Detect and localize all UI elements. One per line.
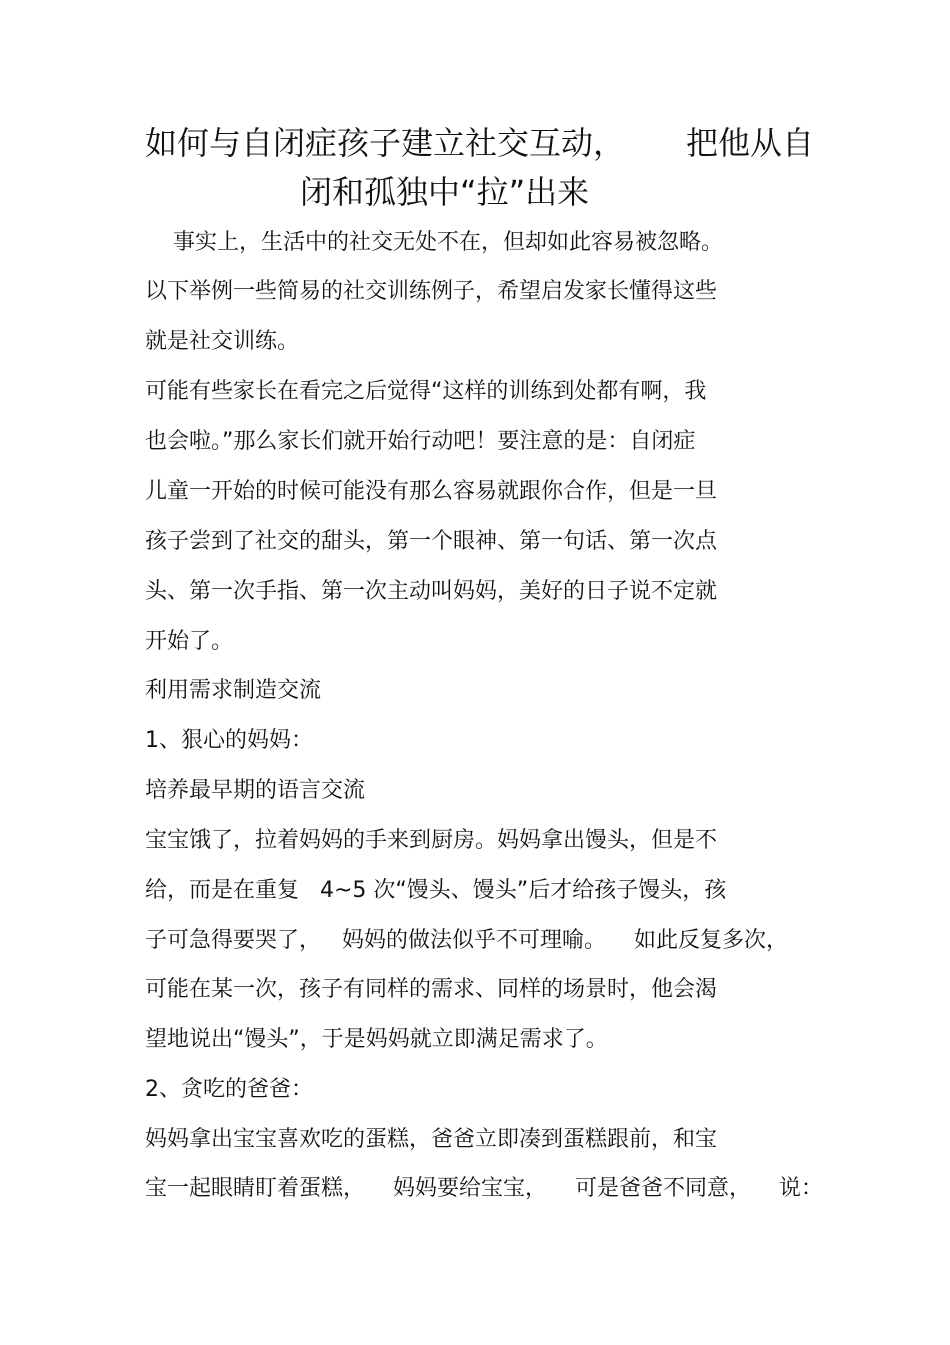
body-line: 儿童一开始的时候可能没有那么容易就跟你合作，但是一旦	[145, 479, 718, 504]
body-line: 望地说出“馒头”，于是妈妈就立即满足需求了。	[145, 1027, 608, 1052]
subsection-heading: 2、贪吃的爸爸：	[145, 1077, 313, 1102]
body-line: 孩子尝到了社交的甜头，第一个眼神、第一句话、第一次点	[145, 529, 718, 554]
section-heading: 利用需求制造交流	[145, 678, 322, 703]
body-line: 头、第一次手指、第一次主动叫妈妈，美好的日子说不定就	[145, 579, 718, 604]
body-line: 妈妈拿出宝宝喜欢吃的蛋糕，爸爸立即凑到蛋糕跟前，和宝	[145, 1127, 718, 1152]
body-line: 事实上，生活中的社交无处不在，但却如此容易被忽略。	[145, 230, 723, 255]
body-line: 子可急得要哭了， 妈妈的做法似乎不可理喻。 如此反复多次，	[145, 928, 788, 953]
body-line: 培养最早期的语言交流	[145, 778, 366, 803]
body-line: 宝一起眼睛盯着蛋糕， 妈妈要给宝宝， 可是爸爸不同意， 说：	[145, 1176, 823, 1201]
body-line: 可能有些家长在看完之后觉得“这样的训练到处都有啊，我	[145, 379, 707, 404]
body-line: 也会啦。”那么家长们就开始行动吧！要注意的是：自闭症	[145, 429, 696, 454]
body-line: 给，而是在重复 4~5 次“馒头、馒头”后才给孩子馒头，孩	[145, 878, 727, 903]
body-line: 开始了。	[145, 629, 234, 654]
subsection-heading: 1、狠心的妈妈：	[145, 728, 313, 753]
body-line: 以下举例一些简易的社交训练例子，希望启发家长懂得这些	[145, 279, 718, 304]
document-title-line-1: 如何与自闭症孩子建立社交互动， 把他从自	[145, 124, 815, 162]
body-line: 可能在某一次，孩子有同样的需求、同样的场景时，他会渴	[145, 977, 718, 1002]
body-line: 就是社交训练。	[145, 329, 300, 354]
body-line: 宝宝饿了，拉着妈妈的手来到厨房。妈妈拿出馒头，但是不	[145, 828, 718, 853]
document-title-line-2: 闭和孤独中“拉”出来	[300, 173, 590, 211]
